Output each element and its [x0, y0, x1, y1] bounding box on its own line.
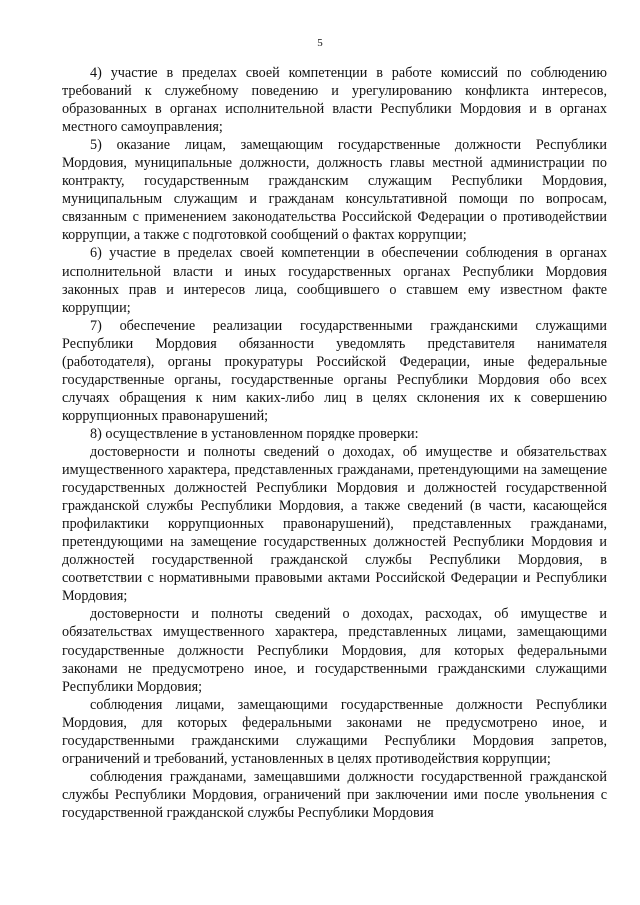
- paragraph-item-4: 4) участие в пределах своей компетенции в работе комиссий по соблюдению требований к служебному поведению и урегулированию конфликта интересов, образованных в органах исполнительной власти Республики Мордовия и в органах местного самоуправления;: [62, 65, 607, 136]
- page-number: 5: [317, 37, 323, 49]
- paragraph-item-8: 8) осуществление в установленном порядке проверки:: [90, 425, 419, 442]
- paragraph-item-5: 5) оказание лицам, замещающим государственные должности Республики Мордовия, муниципальные должности, должность главы местной администрации по контракту, государственным гражданским служащим Республики Мордовия, муниципальным служащим и гражданам консультативной помощи по вопросам, связанным с применением законодательства Российской Федерации о противодействии коррупции, а также с подготовкой сообщений о фактах коррупции;: [62, 137, 607, 244]
- paragraph-item-7: 7) обеспечение реализации государственными гражданскими служащими Республики Мордовия обязанности уведомлять представителя нанимателя (работодателя), органы прокуратуры Российской Федерации, иные федеральные государственные органы, государственные органы Республики Мордовия обо всех случаях обращения к ним каких-либо лиц в целях склонения их к совершению коррупционных правонарушений;: [62, 317, 607, 424]
- paragraph-item-6: 6) участие в пределах своей компетенции в обеспечении соблюдения в органах исполнительной власти и иных государственных органах Республики Мордовия законных прав и интересов лица, сообщившего о ставшем ему известном факте коррупции;: [62, 245, 607, 316]
- paragraph-check-former-servants: соблюдения гражданами, замещавшими должности государственной гражданской службы Республики Мордовия, ограничений при заключении ими после увольнения с государственной гражданской службы Республики Мордовия: [62, 768, 607, 821]
- paragraph-check-income-officials: достоверности и полноты сведений о доходах, расходах, об имуществе и обязательствах имущественного характера, представленных лицами, замещающими государственные должности Республики Мордовия, для которых федеральными законами не предусмотрено иное, и государственными гражданскими служащими Республики Мордовия;: [62, 606, 607, 695]
- paragraph-check-income-candidates: достоверности и полноты сведений о доходах, об имуществе и обязательствах имущественного характера, представленных гражданами, претендующими на замещение государственных должностей Республики Мордовия и должностей государственной гражданской службы Республики Мордовия, а также сведений (в части, касающейся профилактики коррупционных правонарушений), представленных гражданами, претендующими на замещение государственных должностей Республики Мордовия и должностей государственной гражданской службы Республики Мордовия, в соответствии с нормативными правовыми актами Российской Федерации и Республики Мордовия;: [62, 443, 607, 605]
- paragraph-check-restrictions-compliance: соблюдения лицами, замещающими государственные должности Республики Мордовия, для которых федеральными законами не предусмотрено иное, и государственными гражданскими служащими Республики Мордовия запретов, ограничений и требований, установленных в целях противодействия коррупции;: [62, 696, 607, 767]
- document-body: [62, 64, 607, 822]
